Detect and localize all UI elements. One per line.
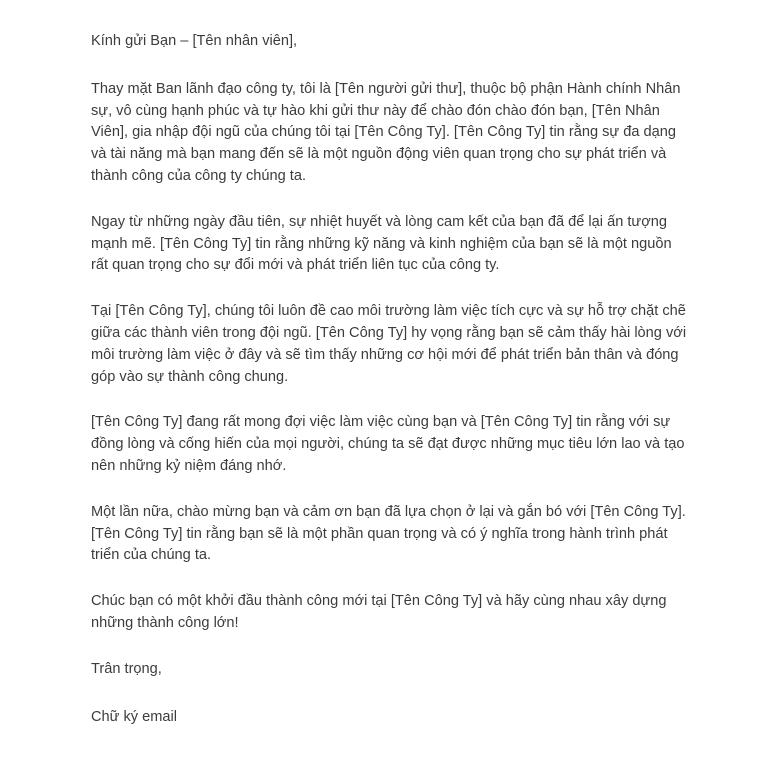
paragraph-first-impression: Ngay từ những ngày đầu tiên, sự nhiệt huyết và lòng cam kết của bạn đã để lại ấn tượng mạnh mẽ. [Tên Công Ty] tin rằng những kỹ năng và kinh nghiệm của bạn sẽ là một nguồn rất quan trọng cho sự đổi mới và phát triển liên tục của công ty. (91, 213, 672, 274)
letter-body (91, 31, 691, 728)
paragraph-thanks: Một lần nữa, chào mừng bạn và cảm ơn bạn đã lựa chọn ở lại và gắn bó với [Tên Công Ty]. [Tên Công Ty] tin rằng bạn sẽ là một phần quan trọng và có ý nghĩa trong hành trình phát triển của chúng ta. (91, 503, 686, 564)
paragraph-expectations: [Tên Công Ty] đang rất mong đợi việc làm việc cùng bạn và [Tên Công Ty] tin rằng với sự đồng lòng và cống hiến của mọi người, chúng ta sẽ đạt được những mục tiêu lớn lao và tạo nên những kỷ niệm đáng nhớ. (91, 414, 685, 474)
email-signature: Chữ ký email (91, 708, 178, 725)
paragraph-introduction: Thay mặt Ban lãnh đạo công ty, tôi là [Tên người gửi thư], thuộc bộ phận Hành chính Nhân sự, vô cùng hạnh phúc và tự hào khi gửi thư này để chào đón chào đón bạn, [Tên Nhân Viên], gia nhập đội ngũ của chúng tôi tại [Tên Công Ty]. [Tên Công Ty] tin rằng sự đa dạng và tài năng mà bạn mang đến sẽ là một nguồn động viên quan trọng cho sự phát triển và thành công của công ty chúng ta. (91, 80, 681, 184)
letter-greeting: Kính gửi Bạn – [Tên nhân viên], (91, 33, 298, 49)
letter-closing: Trân trọng, (91, 660, 162, 677)
paragraph-wishes: Chúc bạn có một khởi đầu thành công mới tại [Tên Công Ty] và hãy cùng nhau xây dựng những thành công lớn! (91, 593, 667, 631)
paragraph-work-environment: Tại [Tên Công Ty], chúng tôi luôn đề cao môi trường làm việc tích cực và sự hỗ trợ chặt chẽ giữa các thành viên trong đội ngũ. [Tên Công Ty] hy vọng rằng bạn sẽ cảm thấy hài lòng với môi trường làm việc ở đây và sẽ tìm thấy những cơ hội mới để phát triển bản thân và đóng góp vào sự thành công chung. (91, 303, 687, 385)
